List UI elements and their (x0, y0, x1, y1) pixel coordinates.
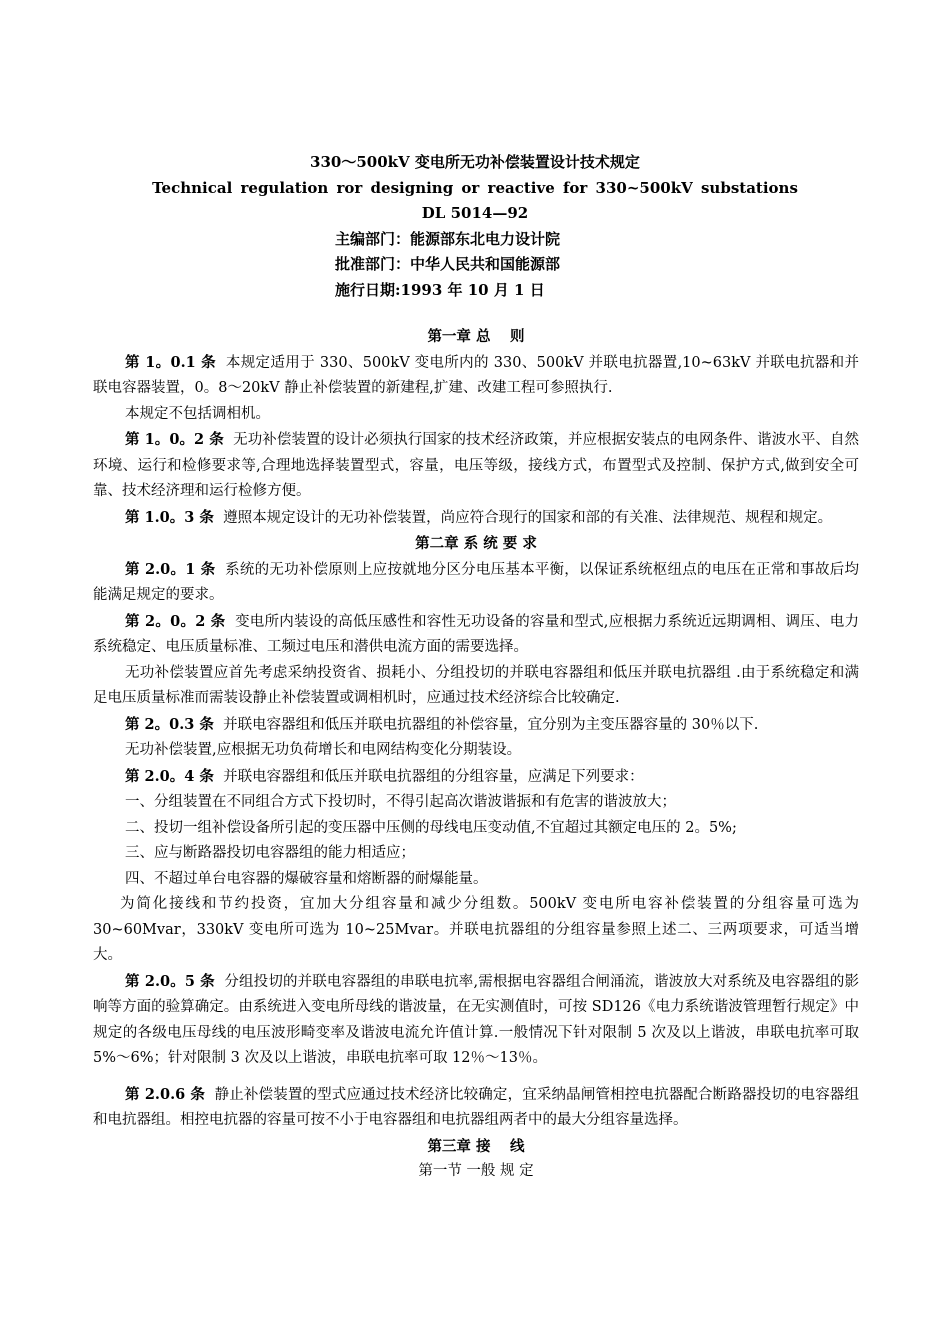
spacer (93, 1072, 859, 1082)
article-2-0-4-note: 为简化接线和节约投资，宜加大分组容量和减少分组数。500kV 变电所电容补偿装置的分组容量可选为 30~60Mvar，330kV 变电所可选为 10~25Mvar。并联电抗器组的分组容量参照上述二、三两项要求，可适当增大。 (93, 896, 859, 963)
article-text: 静止补偿装置的型式应通过技术经济比较确定，宜采纳晶闸管相控电抗器配合断路器投切的电容器组和电抗器组。相控电抗器的容量可按不小于电容器组和电抗器组两者中的最大分组容量选择。 (93, 1086, 860, 1128)
article-2-0-2 (93, 609, 859, 661)
editor-department: 主编部门：能源部东北电力设计院 (335, 229, 561, 248)
article-text: 并联电容器组和低压并联电抗器组的分组容量，应满足下列要求： (223, 768, 644, 785)
chapter-2-title: 第二章 系 统 要 求 (415, 535, 537, 552)
article-number: 第 2.0。4 条 (125, 767, 214, 785)
article-number: 第 2.0。1 条 (125, 560, 216, 578)
requirement-item: 一、分组装置在不同组合方式下投切时，不得引起高次谐波谐振和有危害的谐波放大； (125, 794, 676, 810)
document-body (93, 324, 859, 1185)
article-text: 分组投切的并联电容器组的串联电抗率,需根据电容器组合闸涌流，谐波放大对系统及电容器组的影响等方面的验算确定。由系统进入变电所母线的谐波量，在无实测值时，可按 SD126《电力系统谐波管理暂行规定》中规定的各级电压母线的电压波形畸变率及谐波电流允许值计算.一般情况下针对限制 5 次及以上谐波，串联电抗率可取 5%～6%；针对限制 3 次及以上谐波，串联电抗率可取 12％～13％。 (93, 973, 859, 1066)
title-english: Technical regulation ror designing or reactive for 330~500kV substations (152, 178, 798, 197)
chapter-1-title: 第一章 总 则 (427, 328, 525, 345)
effective-date: 施行日期:1993 年 10 月 1 日 (335, 280, 545, 299)
article-text: 系统的无功补偿原则上应按就地分区分电压基本平衡，以保证系统枢纽点的电压在正常和事故后均能满足规定的要求。 (93, 561, 860, 603)
article-2-0-5 (93, 969, 859, 1072)
article-1-0-2 (93, 427, 859, 505)
title-chinese: 330～500kV 变电所无功补偿装置设计技术规定 (310, 153, 640, 171)
article-2-0-6 (93, 1082, 859, 1134)
article-text: 无功补偿装置的设计必须执行国家的技术经济政策，并应根据安装点的电网条件、谐波水平、自然环境、运行和检修要求等,合理地选择装置型式，容量，电压等级，接线方式，布置型式及控制、保护方式,做到安全可靠、技术经济理和运行检修方便。 (93, 432, 859, 499)
document-header (0, 150, 950, 303)
article-2-0-3-paragraph: 无功补偿装置,应根据无功负荷增长和电网结构变化分期装设。 (125, 742, 522, 758)
article-number: 第 1.0。3 条 (125, 508, 214, 526)
article-text: 本规定适用于 330、500kV 变电所内的 330、500kV 并联电抗器置,10~63kV 并联电抗器和并联电容器装置，0。8～20kV 静止补偿装置的新建程,扩建、改建工程可参照执行. (93, 354, 859, 396)
article-1-0-1 (93, 350, 859, 402)
requirement-item: 二、投切一组补偿设备所引起的变压器中压侧的母线电压变动值,不宜超过其额定电压的 2。5%; (125, 819, 737, 836)
standard-code: DL 5014—92 (421, 204, 529, 222)
article-text: 并联电容器组和低压并联电抗器组的补偿容量，宜分别为主变压器容量的 30％以下. (223, 716, 759, 733)
article-2-0-1 (93, 557, 859, 609)
requirement-item: 三、应与断路器投切电容器组的能力相适应； (125, 845, 415, 861)
article-number: 第 1。0.1 条 (125, 353, 216, 371)
article-number: 第 2。0。2 条 (125, 612, 226, 630)
article-text: 遵照本规定设计的无功补偿装置，尚应符合现行的国家和部的有关准、法律规范、规程和规定。 (223, 509, 833, 526)
article-2-0-2-paragraph: 无功补偿装置应首先考虑采纳投资省、损耗小、分组投切的并联电容器组和低压并联电抗器组 .由于系统稳定和满足电压质量标准而需装设静止补偿装置或调相机时，应通过技术经济综合比较确定. (93, 664, 859, 706)
article-1-0-1-note: 本规定不包括调相机。 (125, 405, 270, 422)
article-text: 变电所内装设的高低压感性和容性无功设备的容量和型式,应根据力系统近远期调相、调压、电力系统稳定、电压质量标准、工频过电压和潜供电流方面的需要选择。 (93, 613, 860, 655)
section-1-title: 第一节 一般 规 定 (418, 1163, 534, 1179)
chapter-3-title: 第三章 接 线 (427, 1137, 525, 1155)
article-2-0-3 (93, 712, 859, 739)
requirement-item: 四、不超过单台电容器的爆破容量和熔断器的耐爆能量。 (125, 870, 488, 887)
article-number: 第 1。0。2 条 (125, 431, 224, 448)
article-number: 第 2。0.3 条 (125, 715, 214, 733)
article-1-0-3 (93, 505, 859, 532)
article-2-0-4 (93, 764, 859, 791)
article-number: 第 2.0。5 条 (125, 972, 215, 990)
approver-department: 批准部门：中华人民共和国能源部 (335, 255, 561, 273)
article-number: 第 2.0.6 条 (125, 1085, 206, 1103)
